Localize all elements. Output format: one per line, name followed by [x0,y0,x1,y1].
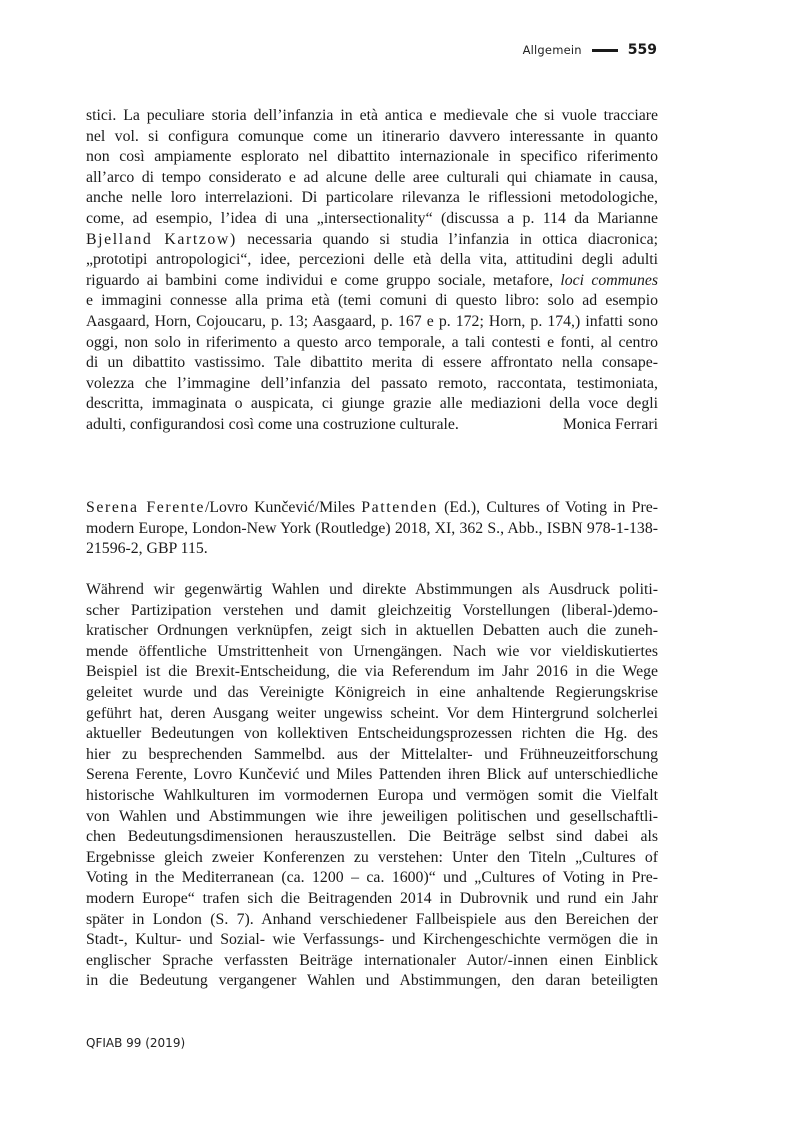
text-line: Während wir gegenwärtig Wahlen und direkte Abstimmungen als Ausdruck politi- [86,581,658,598]
spaced-author-name: Bjelland Kartzow) [86,230,237,248]
editor-name: Serena Ferente [86,499,205,516]
text-line: Serena Ferente, Lovro Kunčević und Miles Pattenden ihren Blick auf unterschiedliche [86,766,658,784]
text-line [86,230,658,251]
text-line: come, ad esempio, l’idea di una „intersectionality“ (discussa a p. 114 da Marianne [86,209,658,227]
editor-names: /Lovro Kunčević/Miles [204,499,362,516]
text-line: Voting in the Mediterranean (ca. 1200 – ca. 1600)“ und „Cultures of Voting in Pre- [86,869,658,887]
text-line: mende öffentliche Umstrittenheit von Urnengängen. Nach wie vor vieldiskutiertes [86,642,658,660]
text-line: historische Wahlkulturen im vormodernen Europa und vermögen somit die Vielfalt [86,786,658,804]
review-italian-text [86,106,658,436]
text-fragment: adulti, configurandosi così come una costruzione culturale. [86,415,459,433]
citation-line: modern Europe, London-New York (Routledge) 2018, XI, 362 S., Abb., ISBN 978-1-138- [86,519,658,537]
text-line: kratischer Ordnungen verknüpfen, zeigt sich in aktuellen Debatten auch die zuneh- [86,622,658,640]
text-line: modern Europe“ trafen sich die Beitragenden 2014 in Dubrovnik und rund ein Jahr [86,889,658,907]
journal-footer: QFIAB 99 (2019) [86,1036,186,1050]
text-line: Ergebnisse gleich zweier Konferenzen zu verstehen: Unter den Titeln „Cultures of [86,848,658,866]
text-line: oggi, non solo in riferimento a questo arco temporale, a tali contesti e fonti, al centro [86,333,658,351]
text-line: all’arco di tempo considerato e ad alcune delle aree culturali qui chiamate in causa, [86,168,658,186]
text-line [86,271,658,292]
text-line: später in London (S. 7). Anhand verschiedener Fallbeispiele aus den Bereichen der [86,910,658,928]
text-line: Aasgaard, Horn, Cojoucaru, p. 13; Aasgaard, p. 167 e p. 172; Horn, p. 174,) infatti sono [86,312,658,330]
text-line: chen Bedeutungsdimensionen herauszustellen. Die Beiträge selbst sind dabei als [86,828,658,846]
text-line: „prototipi antropologici“, idee, percezioni delle età della vita, attitudini degli adulti [86,251,658,269]
page-number: 559 [627,42,657,58]
text-line: e immagini connesse alla prima età (temi comuni di questo libro: solo ad esempio [86,292,658,310]
text-fragment: necessaria quando si studia l’infanzia in ottica diacronica; [247,230,658,248]
text-line: Beispiel ist die Brexit-Entscheidung, die via Referendum im Jahr 2016 in die Wege [86,663,658,681]
text-line [86,415,658,436]
text-line: englischer Sprache verfassten Beiträge internationaler Autor/-innen einen Einblick [86,951,658,969]
text-line: hier zu besprechenden Sammelbd. aus der Mittelalter- und Frühneuzeitforschung [86,745,658,763]
review-german-text [86,580,658,992]
text-line: Stadt-, Kultur- und Sozial- wie Verfassungs- und Kirchengeschichte vermögen die in [86,931,658,949]
text-line: stici. La peculiare storia dell’infanzia in età antica e medievale che si vuole tracciare [86,107,658,124]
section-title: Allgemein [522,43,582,57]
text-line: geführt hat, deren Ausgang weiter ungewiss scheint. Vor dem Hintergrund solcherlei [86,704,658,722]
text-line: volezza che l’immagine dell’infanzia del passato remoto, raccontata, testimoniata, [86,374,658,392]
text-line: von Wahlen und Abstimmungen wie ihre jeweiligen politischen und gesellschaftli- [86,807,658,825]
italic-term: loci communes [560,271,658,289]
header-rule [592,49,618,52]
running-header [523,42,657,58]
citation-text: (Ed.), Cultures of Voting in Pre- [437,499,658,516]
text-line: scher Partizipation verstehen und damit gleichzeitig Vorstellungen (liberal-)demo- [86,601,658,619]
text-line: descritta, immaginata o auspicata, ci giunge grazie alle mediazioni della voce degli [86,395,658,413]
text-line: aktueller Bedeutungen von kollektiven Entscheidungsprozessen richten die Hg. des [86,725,658,743]
bibliographic-entry [86,498,658,560]
text-line: di un dibattito vastissimo. Tale dibattito merita di essere affrontato nella consape- [86,354,658,372]
editor-name: Pattenden [361,499,438,516]
text-fragment: riguardo ai bambini come individui e come gruppo sociale, metafore, [86,271,554,289]
text-line: in die Bedeutung vergangener Wahlen und Abstimmungen, den daran beteiligten [86,972,658,990]
text-line: geleitet wurde und das Vereinigte Königreich in eine anhaltende Regierungskrise [86,683,658,701]
citation-line: 21596-2, GBP 115. [86,540,208,558]
text-line: non così ampiamente esplorato nel dibattito internazionale in specifico riferimento [86,148,658,166]
text-line: nel vol. si configura comunque come un itinerario davvero interessante in quanto [86,127,658,145]
citation-line [86,498,658,519]
reviewer-signature: Monica Ferrari [562,415,658,433]
text-line: anche nelle loro interrelazioni. Di particolare rilevanza le riflessioni metodologiche, [86,189,658,207]
